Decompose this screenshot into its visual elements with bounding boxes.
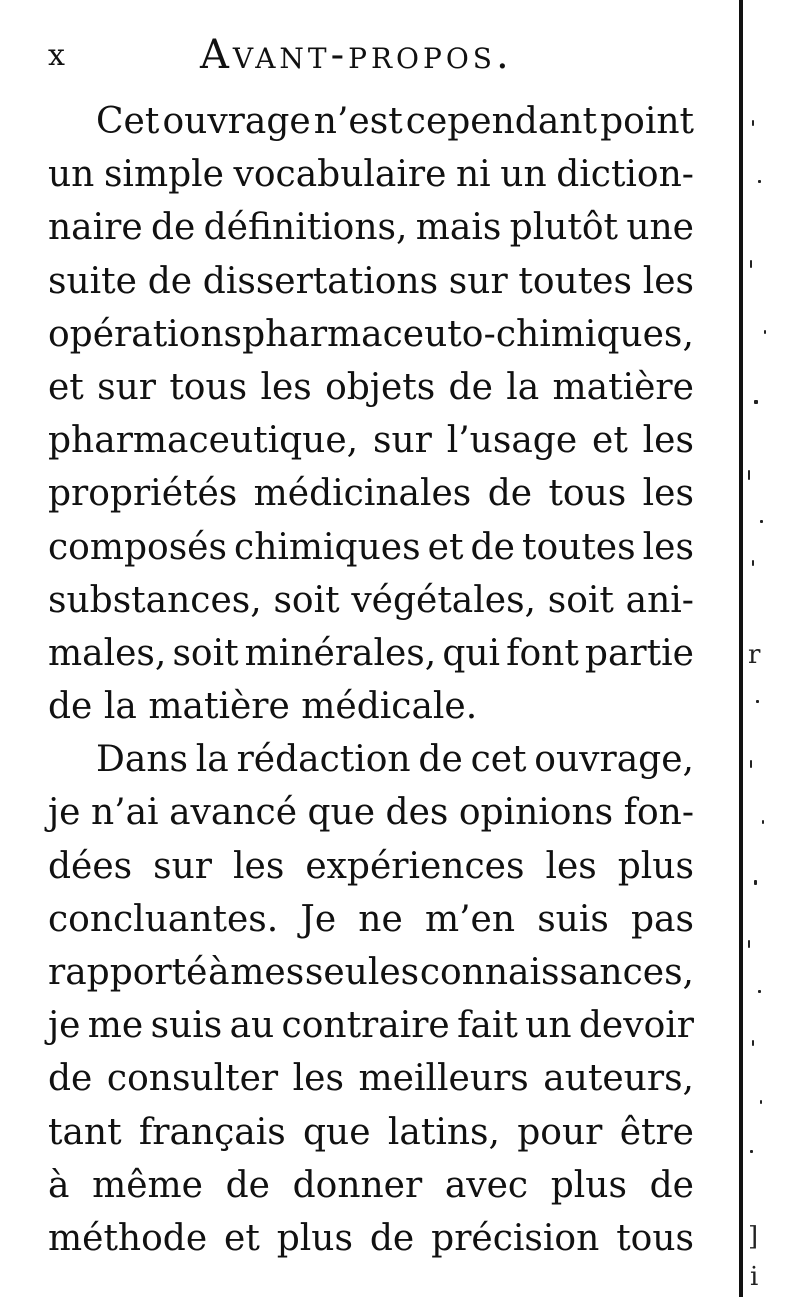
scan-speck bbox=[752, 1040, 754, 1046]
scan-speck bbox=[760, 520, 763, 523]
text-line: composés chimiques et de toutes les bbox=[48, 526, 694, 568]
margin-glyph: i bbox=[750, 1262, 759, 1292]
scan-speck bbox=[758, 180, 761, 183]
page-number: x bbox=[48, 38, 66, 73]
margin-rule bbox=[739, 0, 743, 1297]
scan-speck bbox=[748, 470, 750, 480]
scan-speck bbox=[752, 120, 754, 126]
text-line: rapporté à mes seules connaissances, bbox=[48, 952, 694, 993]
text-line: suite de dissertations sur toutes les bbox=[48, 260, 694, 302]
scan-speck bbox=[762, 820, 764, 824]
text-line: propriétés médicinales de tous les bbox=[48, 473, 694, 515]
text-line: Cet ouvrage n’est cependant point bbox=[96, 101, 694, 142]
margin-glyph: ] bbox=[748, 1222, 759, 1252]
text-line: à même de donner avec plus de bbox=[48, 1164, 694, 1206]
text-line: de la matière médicale. bbox=[48, 686, 478, 728]
scan-speck bbox=[750, 1150, 753, 1153]
page-header bbox=[44, 30, 604, 90]
scan-speck bbox=[760, 1100, 762, 1104]
scan-speck bbox=[758, 990, 761, 993]
text-line: males, soit minérales, qui font partie bbox=[48, 632, 694, 674]
text-line: substances, soit végétales, soit ani- bbox=[48, 579, 694, 621]
scan-speck bbox=[750, 760, 752, 768]
scan-speck bbox=[754, 880, 757, 885]
text-line: pharmaceutique, sur l’usage et les bbox=[48, 420, 694, 462]
scan-speck bbox=[752, 560, 754, 566]
scan-speck bbox=[748, 940, 750, 948]
text-line: concluantes. Je ne m’en suis pas bbox=[48, 898, 694, 940]
margin-glyph: r bbox=[748, 640, 761, 670]
running-title: Avant-propos. bbox=[200, 32, 513, 78]
text-line: naire de définitions, mais plutôt une bbox=[48, 207, 694, 249]
text-line: je me suis au contraire fait un devoir bbox=[48, 1005, 694, 1047]
text-line: tant français que latins, pour être bbox=[48, 1111, 694, 1153]
scan-speck bbox=[764, 330, 766, 334]
scan-speck bbox=[756, 700, 759, 703]
text-line: dées sur les expériences les plus bbox=[48, 845, 694, 887]
body-text bbox=[48, 95, 694, 1265]
text-line: Dans la rédaction de cet ouvrage, bbox=[96, 739, 694, 781]
text-line: méthode et plus de précision tous bbox=[48, 1217, 694, 1259]
scan-speck bbox=[754, 400, 758, 404]
text-line: un simple vocabulaire ni un diction- bbox=[48, 154, 694, 196]
text-line: opérations pharmaceuto - chimiques , bbox=[48, 313, 694, 355]
text-line: je n’ai avancé que des opinions fon- bbox=[48, 792, 694, 834]
text-line: de consulter les meilleurs auteurs, bbox=[48, 1058, 694, 1100]
scan-speck bbox=[750, 260, 752, 268]
text-line: et sur tous les objets de la matière bbox=[48, 366, 694, 408]
